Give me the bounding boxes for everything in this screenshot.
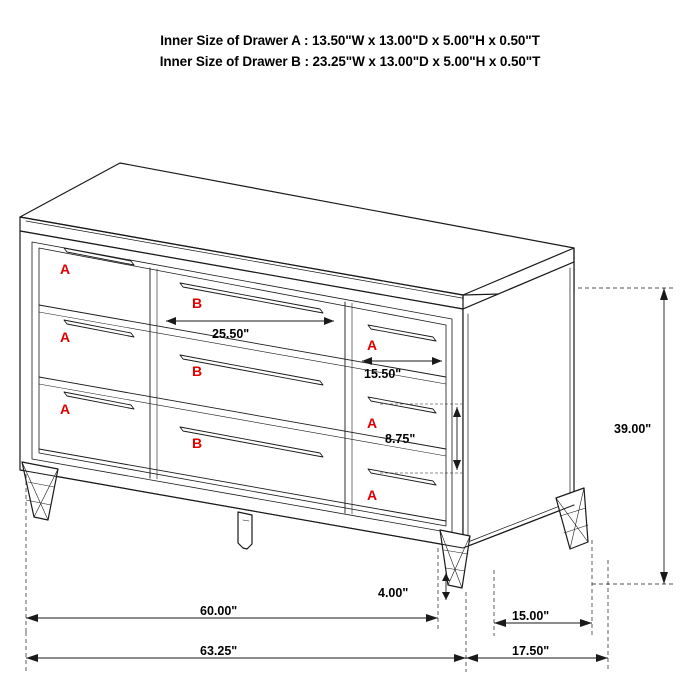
drawer-label: B (192, 435, 203, 451)
dimension-label-overall-width: 63.25" (200, 644, 238, 658)
drawer-label: A (367, 337, 378, 353)
drawer-label: A (60, 329, 71, 345)
dimension-label-cabinet-width: 60.00" (200, 604, 238, 618)
dimension-label-drawer-b-width: 25.50" (212, 327, 250, 341)
dimension-label-side-depth: 15.00" (512, 609, 550, 623)
drawer-b-spec-line: Inner Size of Drawer B : 23.25"W x 13.00"D x 5.00"H x 0.50"T (159, 54, 541, 69)
dimension-label-drawer-a-width: 15.50" (364, 367, 402, 381)
drawer-label: B (192, 295, 203, 311)
dimension-label-overall-height: 39.00" (614, 422, 652, 436)
drawer-a-spec-line: Inner Size of Drawer A : 13.50"W x 13.00"D x 5.00"H x 0.50"T (160, 33, 540, 48)
drawer-label: A (60, 401, 71, 417)
dimension-label-overall-depth: 17.50" (512, 644, 550, 658)
drawer-label: A (367, 487, 378, 503)
dimension-label-leg-height: 4.00" (378, 586, 409, 600)
drawer-label: B (192, 363, 203, 379)
drawer-label: A (367, 415, 378, 431)
dim-line-overall-height (578, 288, 676, 584)
drawer-label: A (60, 261, 71, 277)
dimension-label-drawer-height: 8.75" (385, 432, 416, 446)
dim-line-overall-width (26, 592, 466, 672)
